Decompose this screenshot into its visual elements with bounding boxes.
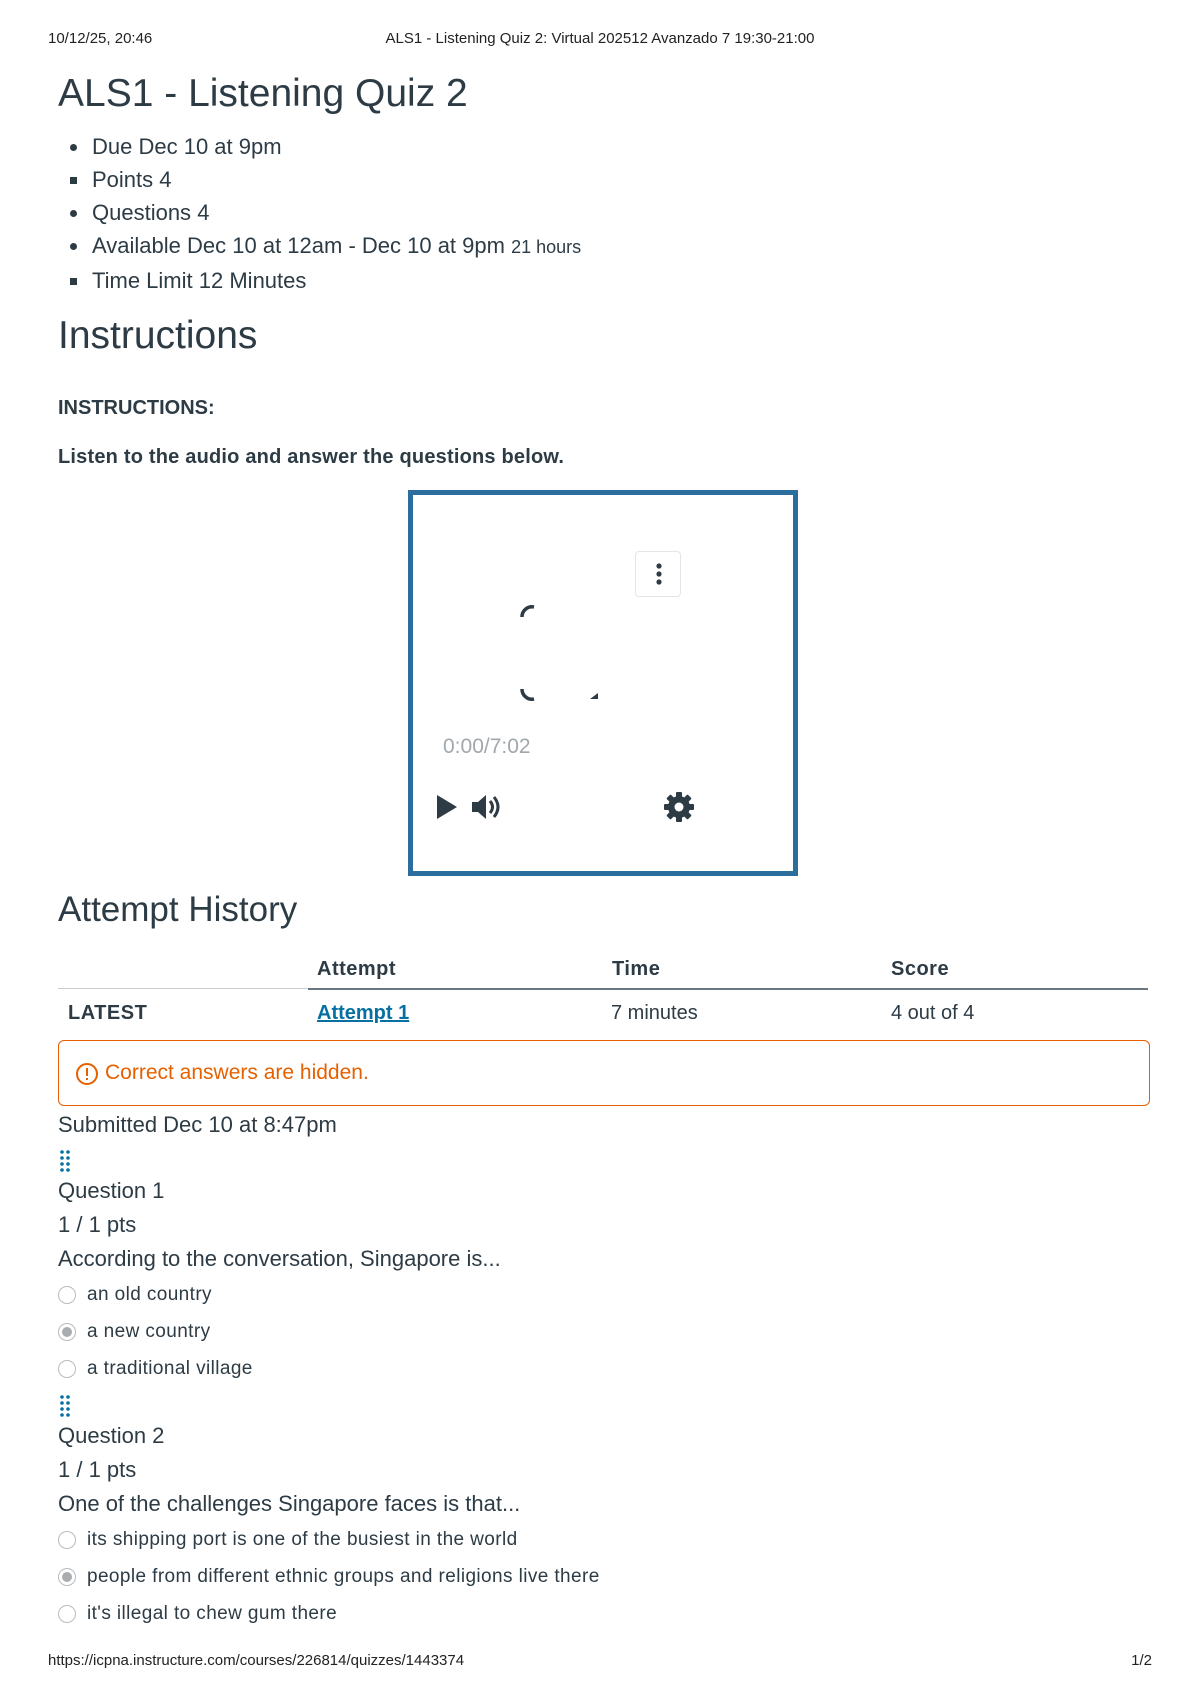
answer-label: a traditional village	[87, 1358, 253, 1379]
answer-label: people from different ethnic groups and religions live there	[87, 1566, 600, 1587]
due-date	[92, 130, 1152, 163]
question-text: One of the challenges Singapore faces is that...	[58, 1491, 521, 1516]
instructions-heading: Instructions	[58, 314, 258, 357]
attempt-link[interactable]: Attempt 1	[317, 1002, 410, 1024]
play-icon[interactable]	[435, 793, 459, 821]
question-2	[58, 1393, 1058, 1636]
attempt-history-table	[58, 950, 1148, 1038]
page-url: https://icpna.instructure.com/courses/226814/quizzes/1443374	[48, 1652, 465, 1669]
points-value: 4	[159, 167, 172, 192]
header-divider	[58, 988, 308, 989]
page-number: 1/2	[1131, 1652, 1152, 1669]
quiz-title: ALS1 - Listening Quiz 2	[58, 72, 468, 115]
answer-radio	[58, 1605, 76, 1623]
audio-player[interactable]	[408, 490, 798, 876]
table-row	[58, 990, 1148, 1038]
answer-list	[58, 1525, 1058, 1636]
availability	[92, 229, 1152, 264]
attempt-history-heading: Attempt History	[58, 890, 298, 929]
instructions-label: INSTRUCTIONS:	[58, 397, 215, 419]
column-header-score: Score	[891, 958, 950, 980]
question-1	[58, 1148, 1058, 1391]
answer-radio	[58, 1531, 76, 1549]
answer-radio	[58, 1360, 76, 1378]
question-points: 1 / 1 pts	[58, 1457, 137, 1482]
hidden-answers-alert	[58, 1040, 1150, 1106]
time-limit-label: Time Limit	[92, 268, 193, 293]
playback-time: 0:00/7:02	[443, 735, 531, 758]
print-header	[48, 30, 1152, 50]
questions-value: 4	[197, 200, 210, 225]
gear-icon[interactable]	[663, 791, 695, 823]
question-title: Question 2	[58, 1423, 165, 1448]
answer-option	[58, 1599, 1058, 1636]
column-header-time: Time	[612, 958, 661, 980]
more-vertical-icon	[636, 552, 682, 598]
submitted-timestamp: Submitted Dec 10 at 8:47pm	[58, 1112, 337, 1137]
print-document-title: ALS1 - Listening Quiz 2: Virtual 202512 Avanzado 7 19:30-21:00	[385, 30, 815, 47]
alert-text: Correct answers are hidden.	[105, 1061, 369, 1084]
points	[92, 163, 1152, 196]
answer-option	[58, 1317, 1058, 1354]
answer-label: its shipping port is one of the busiest in the world	[87, 1529, 518, 1550]
answer-option	[58, 1525, 1058, 1562]
answer-radio	[58, 1286, 76, 1304]
quiz-content	[58, 68, 1152, 469]
latest-tag: LATEST	[68, 1002, 148, 1024]
answer-option	[58, 1354, 1058, 1391]
questions-count	[92, 196, 1152, 229]
warning-circle-icon	[75, 1062, 99, 1086]
column-header-attempt: Attempt	[317, 958, 397, 980]
answer-label: a new country	[87, 1321, 211, 1342]
answer-radio-selected	[58, 1323, 76, 1341]
answer-label: an old country	[87, 1284, 212, 1305]
print-timestamp: 10/12/25, 20:46	[48, 30, 153, 47]
drag-handle-icon[interactable]	[58, 1393, 72, 1417]
points-label: Points	[92, 167, 154, 192]
quiz-details-list	[58, 130, 1152, 297]
answer-label: it's illegal to chew gum there	[87, 1603, 338, 1624]
attempt-score: 4 out of 4	[891, 1002, 975, 1024]
answer-option	[58, 1280, 1058, 1317]
answer-list	[58, 1280, 1058, 1391]
answer-radio-selected	[58, 1568, 76, 1586]
table-header-row	[58, 950, 1148, 990]
attempt-time: 7 minutes	[611, 1002, 698, 1024]
loading-spinner-icon	[520, 603, 602, 703]
answer-option	[58, 1562, 1058, 1599]
drag-handle-icon[interactable]	[58, 1148, 72, 1172]
volume-icon[interactable]	[471, 793, 505, 821]
due-label: Due	[92, 134, 133, 159]
available-value: Dec 10 at 12am - Dec 10 at 9pm	[187, 233, 505, 258]
due-value: Dec 10 at 9pm	[138, 134, 282, 159]
time-limit	[92, 264, 1152, 297]
available-duration: 21 hours	[511, 237, 582, 257]
question-points: 1 / 1 pts	[58, 1212, 137, 1237]
questions-label: Questions	[92, 200, 192, 225]
question-text: According to the conversation, Singapore is...	[58, 1246, 501, 1271]
question-title: Question 1	[58, 1178, 165, 1203]
available-label: Available	[92, 233, 181, 258]
time-limit-value: 12 Minutes	[198, 268, 307, 293]
more-options-button[interactable]	[635, 551, 681, 597]
instructions-text: Listen to the audio and answer the questions below.	[58, 446, 565, 468]
